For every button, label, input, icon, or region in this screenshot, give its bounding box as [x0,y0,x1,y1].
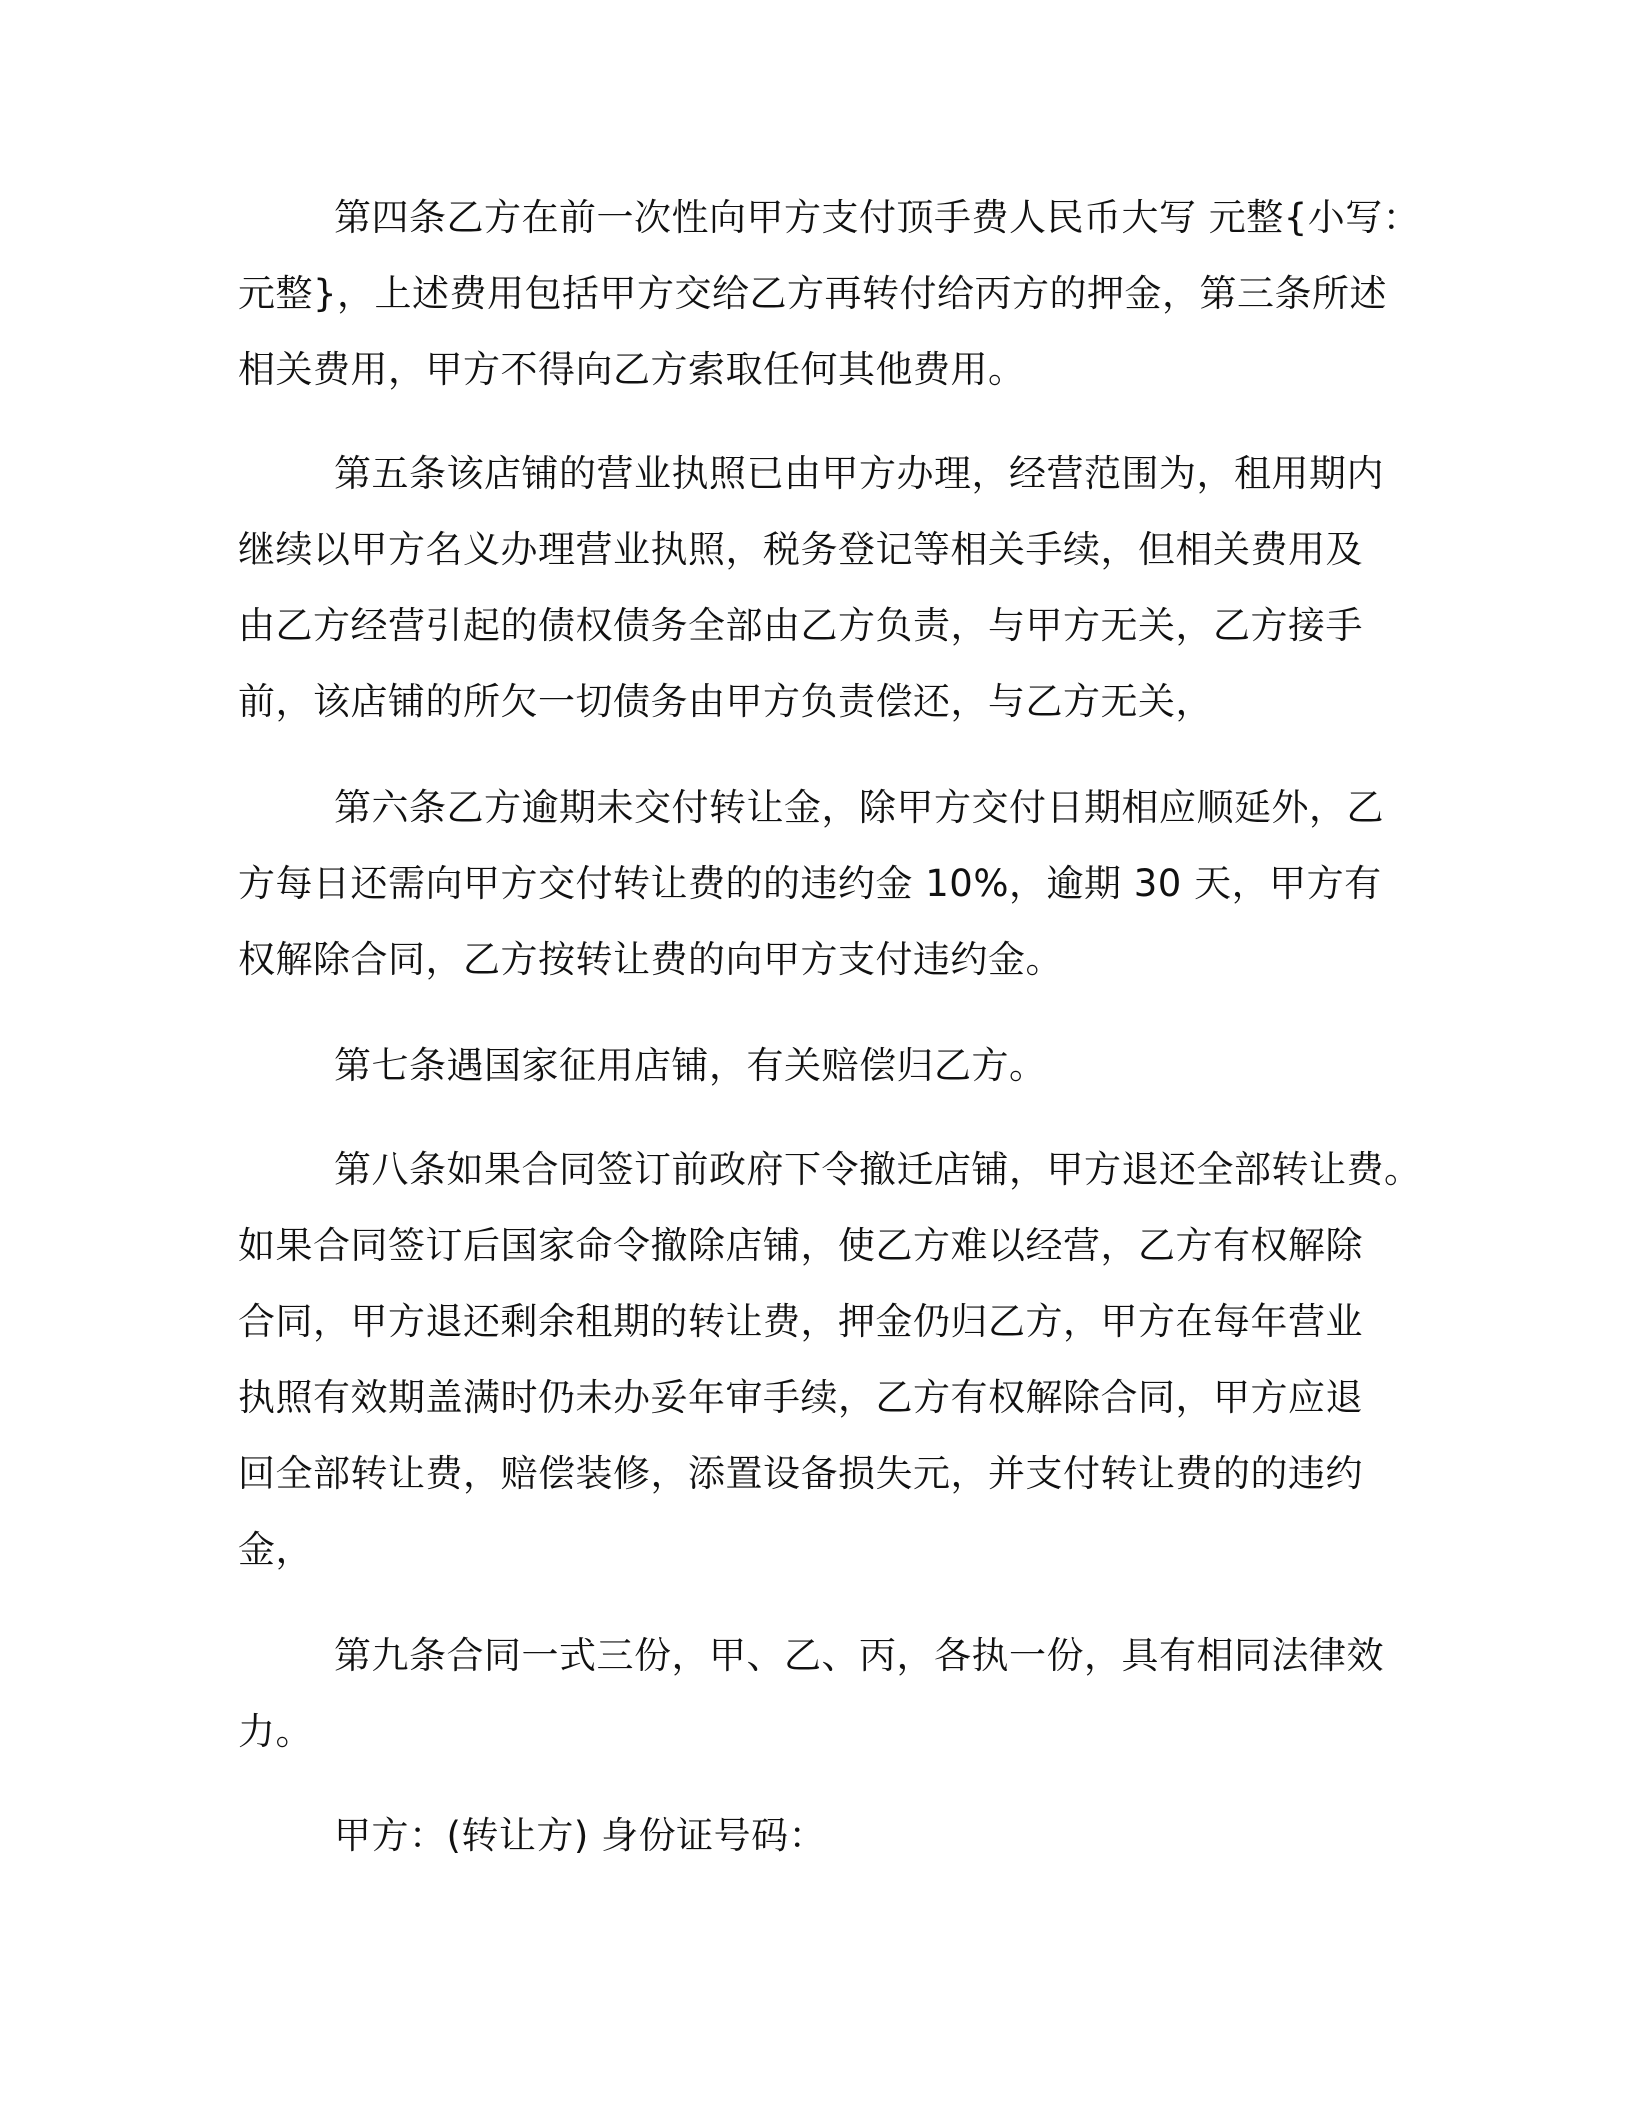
clause-4-line-2: 元整}，上述费用包括甲方交给乙方再转付给丙方的押金，第三条所述 [238,272,1388,315]
clause-4-line-3: 相关费用，甲方不得向乙方索取任何其他费用。 [238,348,1026,391]
clause-5-line-4: 前，该店铺的所欠一切债务由甲方负责偿还，与乙方无关， [238,680,1213,723]
clause-8-line-1: 第八条如果合同签订前政府下令撤迁店铺，甲方退还全部转让费。 [334,1148,1422,1191]
clause-8-line-3: 合同，甲方退还剩余租期的转让费，押金仍归乙方，甲方在每年营业 [238,1300,1363,1343]
clause-9-line-2: 力。 [238,1710,313,1753]
clause-9-line-1: 第九条合同一式三份，甲、乙、丙，各执一份，具有相同法律效 [334,1634,1384,1677]
clause-6-line-2: 方每日还需向甲方交付转让费的的违约金 10%，逾期 30 天，甲方有 [238,862,1382,905]
clause-8-line-4: 执照有效期盖满时仍未办妥年审手续，乙方有权解除合同，甲方应退 [238,1376,1363,1419]
clause-8-line-2: 如果合同签订后国家命令撤除店铺，使乙方难以经营，乙方有权解除 [238,1224,1363,1267]
clause-5-line-2: 继续以甲方名义办理营业执照，税务登记等相关手续，但相关费用及 [238,528,1363,571]
clause-7-line-1: 第七条遇国家征用店铺，有关赔偿归乙方。 [334,1044,1047,1087]
clause-5-line-3: 由乙方经营引起的债权债务全部由乙方负责，与甲方无关，乙方接手 [238,604,1363,647]
clause-8-line-6: 金， [238,1528,313,1571]
clause-4-line-1: 第四条乙方在前一次性向甲方支付顶手费人民币大写 元整{小写： [334,196,1421,239]
party-a-id-line: 甲方：(转让方) 身份证号码： [334,1814,827,1857]
clause-8-line-5: 回全部转让费，赔偿装修，添置设备损失元，并支付转让费的的违约 [238,1452,1363,1495]
clause-6-line-3: 权解除合同，乙方按转让费的向甲方支付违约金。 [238,938,1063,981]
clause-6-line-1: 第六条乙方逾期未交付转让金，除甲方交付日期相应顺延外，乙 [334,786,1384,829]
clause-5-line-1: 第五条该店铺的营业执照已由甲方办理，经营范围为，租用期内 [334,452,1384,495]
